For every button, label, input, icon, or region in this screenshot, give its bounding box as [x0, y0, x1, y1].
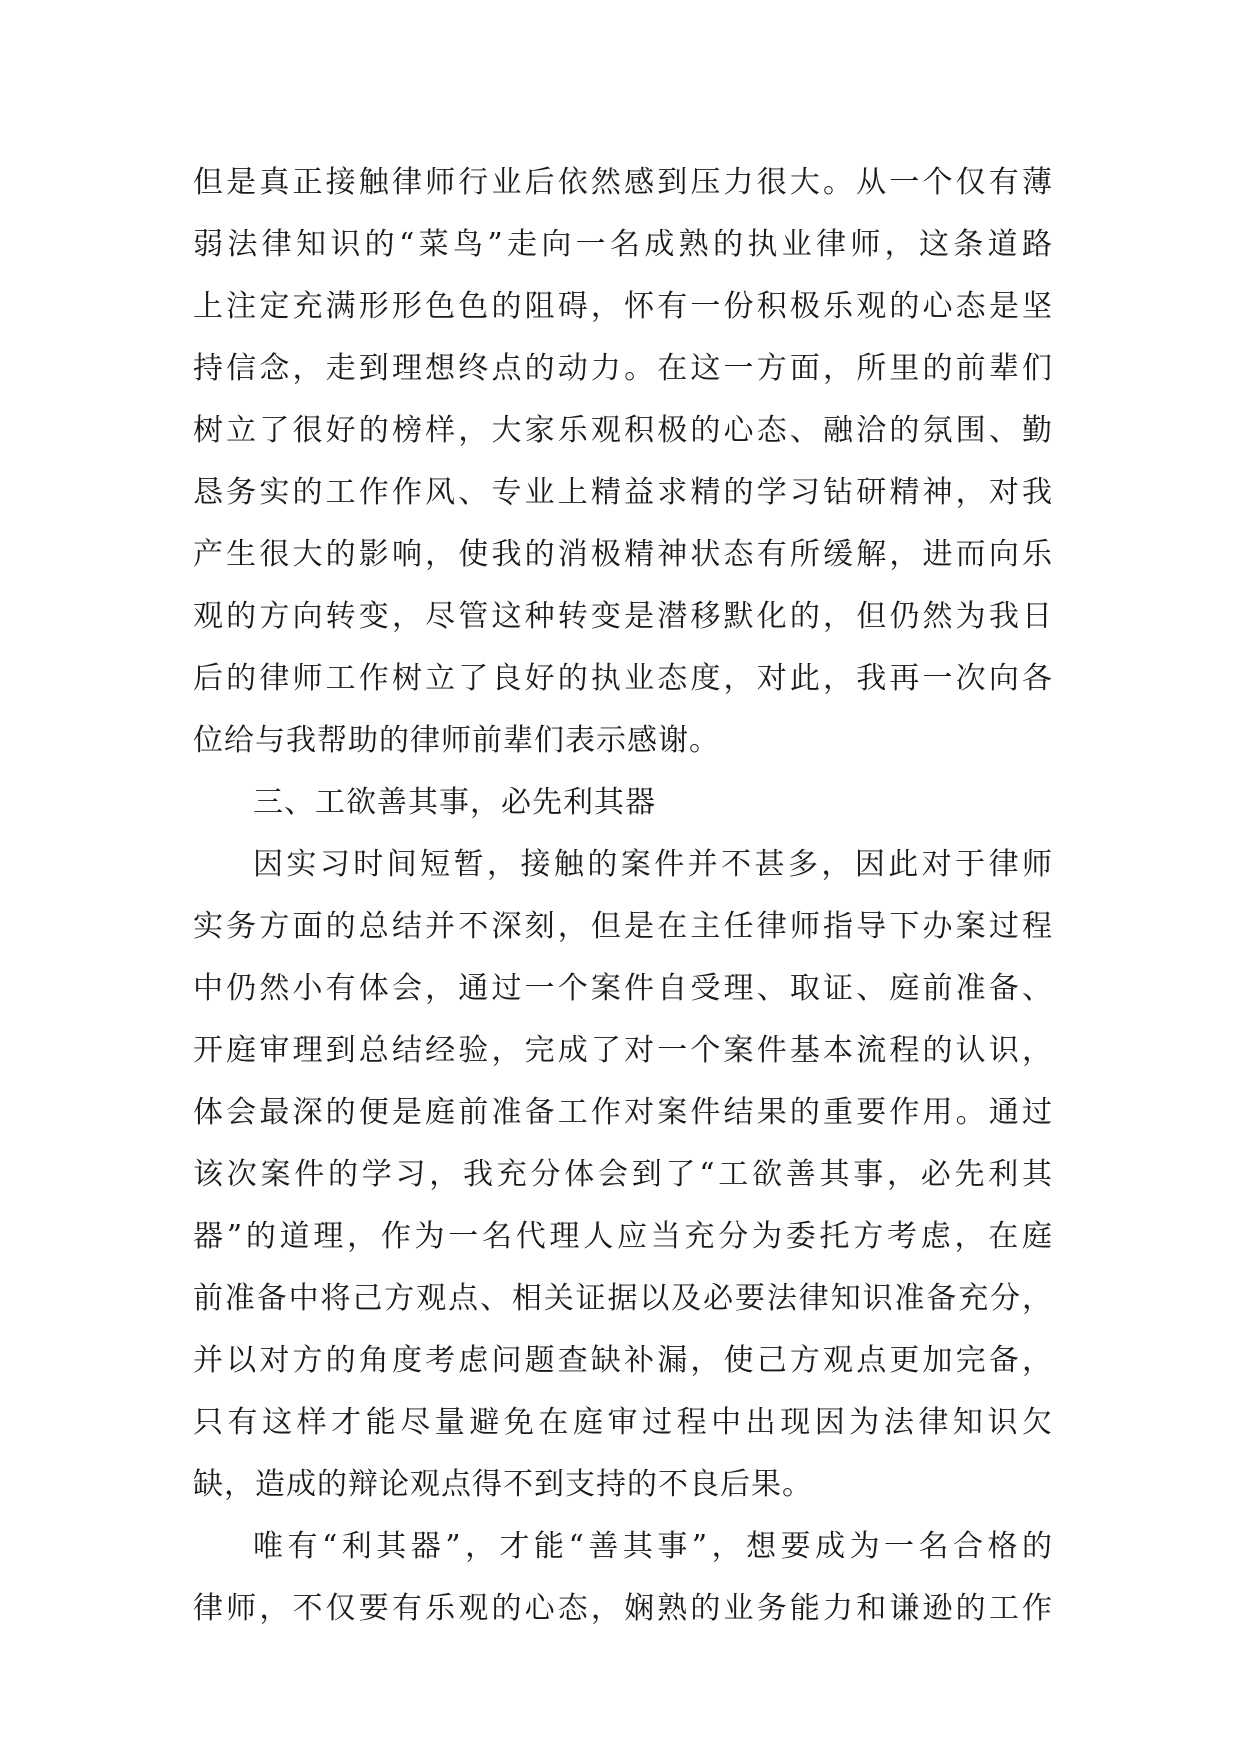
text-line: 产生很大的影响，使我的消极精神状态有所缓解，进而向乐: [193, 537, 1053, 572]
text-line: 该次案件的学习，我充分体会到了“工欲善其事，必先利其: [193, 1157, 1053, 1192]
text-line: 但是真正接触律师行业后依然感到压力很大。从一个仅有薄: [193, 165, 1053, 200]
text-line: 并以对方的角度考虑问题查缺补漏，使己方观点更加完备，: [193, 1343, 1053, 1378]
text-line: 上注定充满形形色色的阻碍，怀有一份积极乐观的心态是坚: [193, 289, 1053, 324]
text-line: 只有这样才能尽量避免在庭审过程中出现因为法律知识欠: [193, 1405, 1053, 1440]
text-line: 持信念，走到理想终点的动力。在这一方面，所里的前辈们: [193, 351, 1053, 386]
text-line: 恳务实的工作作风、专业上精益求精的学习钻研精神，对我: [193, 475, 1053, 510]
text-line: 后的律师工作树立了良好的执业态度，对此，我再一次向各: [193, 661, 1053, 696]
text-line: 实务方面的总结并不深刻，但是在主任律师指导下办案过程: [193, 909, 1053, 944]
text-line: 观的方向转变，尽管这种转变是潜移默化的，但仍然为我日: [193, 599, 1053, 634]
text-line: 前准备中将己方观点、相关证据以及必要法律知识准备充分，: [193, 1281, 1053, 1316]
text-line: 器”的道理，作为一名代理人应当充分为委托方考虑，在庭: [193, 1219, 1053, 1254]
text-line: 缺，造成的辩论观点得不到支持的不良后果。: [193, 1467, 813, 1502]
text-line: 三、工欲善其事，必先利其器: [253, 785, 656, 820]
text-line: 唯有“利其器”，才能“善其事”，想要成为一名合格的: [253, 1529, 1053, 1564]
text-line: 体会最深的便是庭前准备工作对案件结果的重要作用。通过: [193, 1095, 1053, 1130]
body-text: [193, 152, 1053, 1640]
text-line: 律师，不仅要有乐观的心态，娴熟的业务能力和谦逊的工作: [193, 1591, 1053, 1626]
text-line: 弱法律知识的“菜鸟”走向一名成熟的执业律师，这条道路: [193, 227, 1053, 262]
text-line: 开庭审理到总结经验，完成了对一个案件基本流程的认识，: [193, 1033, 1053, 1068]
text-line: 位给与我帮助的律师前辈们表示感谢。: [193, 723, 720, 758]
text-line: 中仍然小有体会，通过一个案件自受理、取证、庭前准备、: [193, 971, 1053, 1006]
text-line: 树立了很好的榜样，大家乐观积极的心态、融洽的氛围、勤: [193, 413, 1053, 448]
text-line: 因实习时间短暂，接触的案件并不甚多，因此对于律师: [253, 847, 1053, 882]
